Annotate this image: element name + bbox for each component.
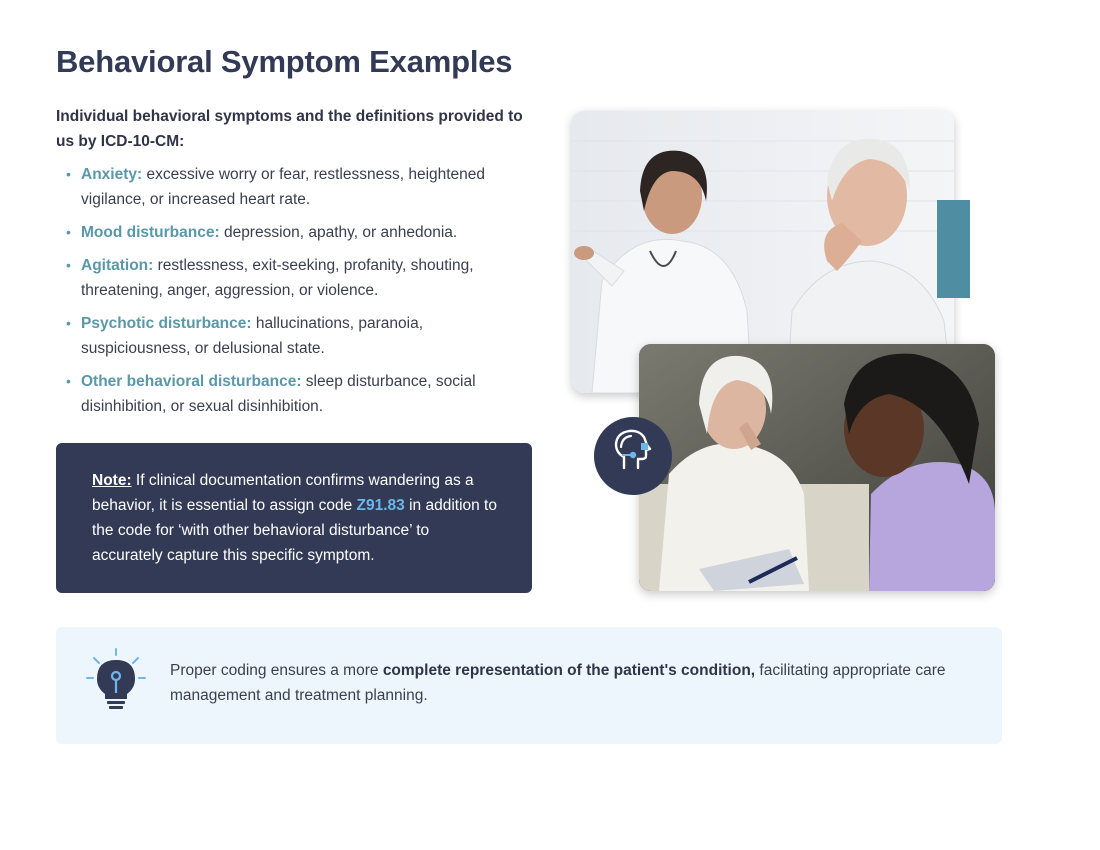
list-item <box>56 369 526 419</box>
symptom-term: Other behavioral disturbance: <box>81 373 302 390</box>
note-box <box>56 443 532 593</box>
symptom-definition: sleep disturbance, social disinhibition, or sexual disinhibition. <box>81 373 476 415</box>
note-text: If clinical documentation confirms wandering as a behavior, it is essential to assign code <box>92 472 474 514</box>
intro-text: Individual behavioral symptoms and the definitions provided to us by ICD-10-CM: <box>56 108 523 150</box>
symptom-term: Psychotic disturbance: <box>81 315 252 332</box>
tip-text-end: facilitating appropriate care management and treatment planning. <box>170 662 946 704</box>
bullet-icon: • <box>66 166 71 182</box>
list-item <box>56 311 526 361</box>
list-item <box>56 253 526 303</box>
symptom-definition: depression, apathy, or anhedonia. <box>219 224 458 241</box>
tip-text-start: Proper coding ensures a more <box>170 662 383 679</box>
symptom-definition: hallucinations, paranoia, suspiciousness, or delusional state. <box>81 315 424 357</box>
bullet-icon: • <box>66 373 71 389</box>
symptom-list <box>56 162 526 427</box>
symptom-definition: excessive worry or fear, restlessness, heightened vigilance, or increased heart rate. <box>81 166 486 208</box>
symptom-definition: restlessness, exit-seeking, profanity, shouting, threatening, anger, aggression, or violence. <box>81 257 474 299</box>
bullet-icon: • <box>66 257 71 273</box>
list-item <box>56 162 526 212</box>
symptom-term: Mood disturbance: <box>81 224 220 241</box>
symptom-term: Agitation: <box>81 257 154 274</box>
note-text-end: in addition to the code for ‘with other behavioral disturbance’ to accurately capture this specific symptom. <box>92 497 497 564</box>
accent-bar <box>937 200 970 298</box>
tip-text <box>170 658 970 708</box>
caregiver-photo <box>639 344 995 591</box>
tip-emphasis: complete representation of the patient's condition, <box>382 662 756 679</box>
symptom-term: Anxiety: <box>81 166 143 183</box>
head-profile-icon <box>594 417 672 495</box>
code-highlight: Z91.83 <box>356 497 405 514</box>
list-item <box>56 220 526 245</box>
lightbulb-icon <box>84 646 148 716</box>
bullet-icon: • <box>66 224 71 240</box>
page-title: Behavioral Symptom Examples <box>56 44 513 79</box>
note-label: Note: <box>92 472 132 489</box>
bullet-icon: • <box>66 315 71 331</box>
